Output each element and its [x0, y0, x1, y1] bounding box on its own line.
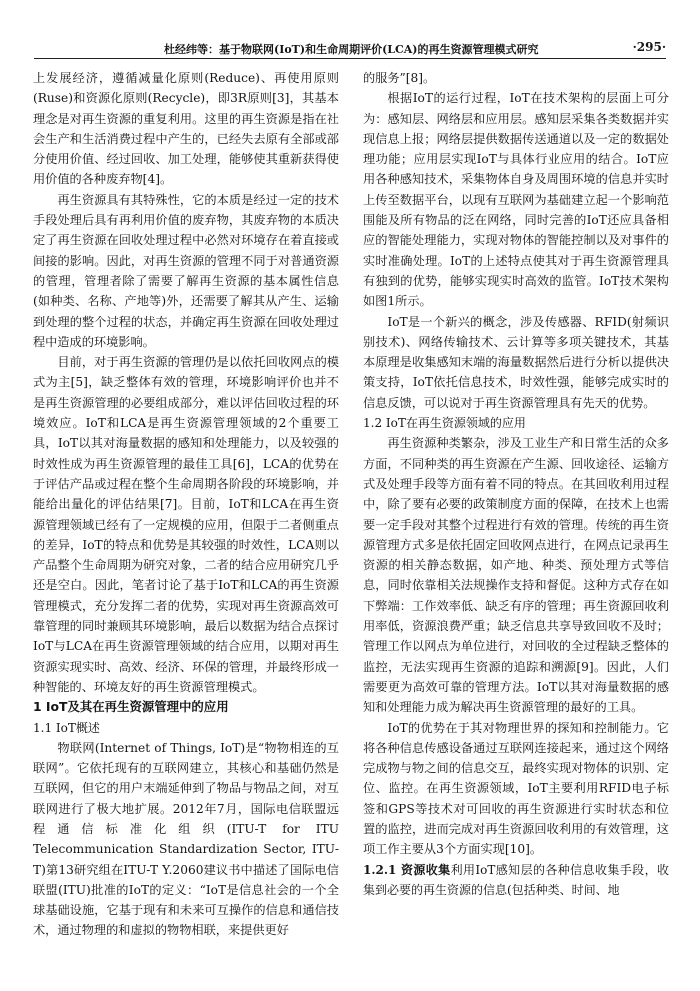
- subsubsection-1-2-1: [363, 860, 669, 901]
- subsubsection-heading-label: 1.2.1 资源收集: [363, 862, 451, 877]
- paragraph-iot-application: 再生资源种类繁杂，涉及工业生产和日常生活的众多方面，不同种类的再生资源在产生源、回收途径、运输方式及处理手段等方面有着不同的特点。在其回收利用过程中，除了要有必要的政策制度方面的保障，在技术上也需要一定手段对其整个过程进行有效的管理。传统的再生资源管理方式多是依托固定回收网点进行，在网点记录再生资源的相关静态数据，如产地、种类、预处理方式等信息，同时依靠相关法规操作支持和督促。这种方式存在如下弊端：工作效率低、缺乏有序的管理；再生资源回收利用率低，资源浪费严重；缺乏信息共享导致回收不及时；管理工作以网点为单位进行，对回收的全过程缺乏整体的监控，无法实现再生资源的追踪和溯源[9]。因此，人们需要更为高效可靠的管理方法。IoT以其对海量数据的感知和处理能力成为解决再生资源管理的最好的工具。: [363, 436, 669, 715]
- paragraph-continued-right: 的服务”[8]。: [363, 71, 436, 85]
- paragraph-iot-architecture: 根据IoT的运行过程，IoT在技术架构的层面上可分为：感知层、网络层和应用层。感知层采集各类数据并实现信息上报；网络层提供数据传送通道以及一定的数据处理功能；应用层实现IoT与具体行业应用的结合。IoT应用各种感知技术，采集物体自身及周围环境的信息并实时上传至数据平台，以现有互联网为基础建立起一个影响范围能及所有物品的泛在网络，同时完善的IoT还应具备相应的智能处理能力，实现对物体的智能控制以及对事件的实时准确处理。IoT的上述特点使其对于再生资源管理具有独到的优势，能够实现实时高效的监管。IoT技术架构如图1所示。: [363, 91, 669, 309]
- paragraph-current-status: 目前，对于再生资源的管理仍是以依托回收网点的模式为主[5]，缺乏整体有效的管理，环境影响评价也并不是再生资源管理的必要组成部分，难以评估回收过程的环境效应。IoT和LCA是再生资源管理领域的2个重要工具，IoT以其对海量数据的感知和处理能力，以及较强的时效性成为再生资源管理的最佳工具[6]，LCA的优势在于评估产品或过程在整个生命周期各阶段的环境影响，并能给出量化的评估结果[7]。目前，IoT和LCA在再生资源管理领域已经有了一定规模的应用，但限于二者侧重点的差异，IoT的特点和优势是其较强的时效性，LCA则以产品整个生命周期为研究对象，二者的结合应用研究几乎还是空白。因此，笔者讨论了基于IoT和LCA的再生资源管理模式，充分发挥二者的优势，实现对再生资源高效可靠管理的同时兼顾其环境影响，最后以数据为结合点探讨IoT与LCA在再生资源管理领域的结合应用，以期对再生资源实现实时、高效、经济、环保的管理，并最终形成一种智能的、环境友好的再生资源管理模式。: [33, 355, 339, 694]
- paragraph-resource-nature: 再生资源具有其特殊性，它的本质是经过一定的技术手段处理后具有再利用价值的废弃物，其废弃物的本质决定了再生资源在回收处理过程中必然对环境存在着直接或间接的影响。因此，对再生资源的管理不同于对普通资源的管理，管理者除了需要了解再生资源的基本属性信息(如种类、名称、产地等)外，还需要了解其从产生、运输到处理的整个过程的状态，并确定再生资源在回收处理过程中造成的环境影响。: [33, 192, 339, 349]
- running-header-title: 杜经纬等：基于物联网(IoT)和生命周期评价(LCA)的再生资源管理模式研究: [164, 43, 539, 56]
- left-column: [33, 68, 339, 941]
- paragraph-continued: 上发展经济，遵循减量化原则(Reduce)、再使用原则(Ruse)和资源化原则(Recycle)，即3R原则[3]，其基本理念是对再生资源的重复利用。这里的再生资源是指在社会生产和生活消费过程中产生的，已经失去原有全部或部分使用价值、经过回收、加工处理，能够使其重新获得使用价值的各种废弃物[4]。: [33, 71, 339, 187]
- right-column: [363, 68, 669, 900]
- paragraph-iot-advantage: IoT的优势在于其对物理世界的探知和控制能力。它将各种信息传感设备通过互联网连接起来，通过这个网络完成物与物之间的信息交互，最终实现对物体的识别、定位、监控。在再生资源领域，IoT主要利用RFID电子标签和GPS等技术对可回收的再生资源进行实时状态和位置的监控，进而完成对再生资源回收利用的有效管理，这项工作主要从3个方面实现[10]。: [363, 720, 669, 857]
- running-header: [34, 40, 666, 59]
- paragraph-iot-definition: 物联网(Internet of Things, IoT)是“物物相连的互联网”。它依托现有的互联网建立，其核心和基础仍然是互联网，但它的用户末端延伸到了物品与物品之间，对互联网进行了极大地扩展。2012年7月，国际电信联盟远程通信标准化组织(ITU-T for ITU Telecommunication Standardization Sector, ITU-T)第13研究组在ITU-T Y.2060建议书中描述了国际电信联盟(ITU)批准的IoT的定义：“IoT是信息社会的一个全球基础设施，它基于现有和未来可互操作的信息和通信技术，通过物理的和虚拟的物物相联，来提供更好: [33, 740, 339, 938]
- paragraph-iot-concept: IoT是一个新兴的概念，涉及传感器、RFID(射频识别技术)、网络传输技术、云计算等多项关键技术，其基本原理是收集感知末端的海量数据然后进行分析以提供决策支持，IoT依托信息技术，时效性强，能够完成实时的信息反馈，可以说对于再生资源管理具有先天的优势。: [363, 314, 669, 410]
- subsubsection-text: 利用IoT感知层的各种信息收集手段，收集到必要的再生资源的信息(包括种类、时间、地: [363, 862, 669, 897]
- page-number: ·295·: [632, 40, 666, 54]
- section-heading-1: 1 IoT及其在再生资源管理中的应用: [33, 699, 229, 715]
- subsection-heading-1-1: 1.1 IoT概述: [33, 720, 100, 735]
- subsection-heading-1-2: 1.2 IoT在再生资源领域的应用: [363, 416, 526, 431]
